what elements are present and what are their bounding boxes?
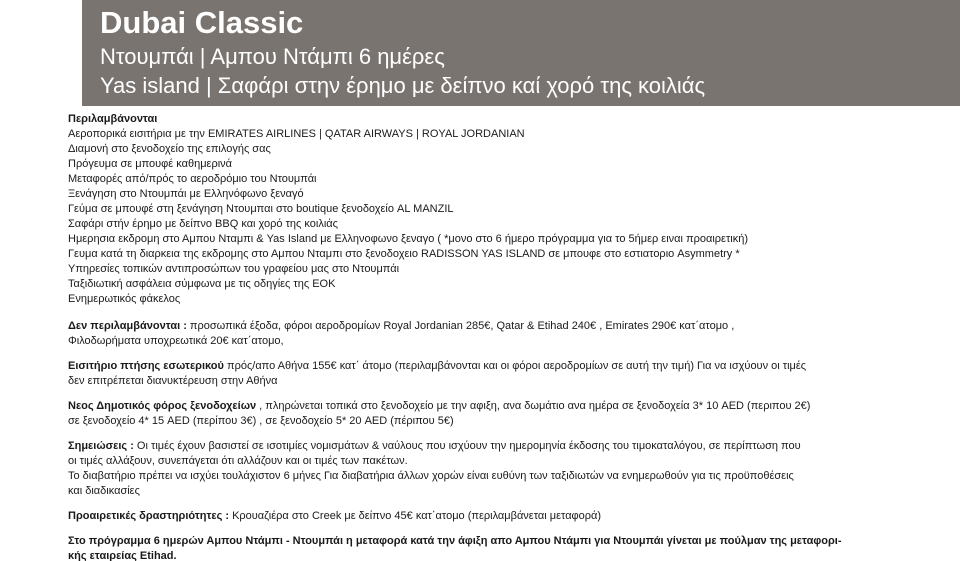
included-heading: Περιλαμβάνονται <box>68 113 158 125</box>
not-included-line2: Φιλοδωρήματα υποχρεωτικά 20€ κατ΄ατομο, <box>68 335 284 347</box>
notes-section <box>68 439 890 499</box>
header-banner <box>82 0 960 106</box>
section-gap <box>68 524 890 534</box>
content-body <box>68 112 890 561</box>
program-note-line1: Στο πρόγραμμα 6 ημερών Αμπου Ντάμπι - Ντουμπάι η μεταφορά κατά την άφιξη απο Αμπου Ντάμπι για Ντουμπάι γίνεται με πούλμαν της μεταφορι- <box>68 535 842 547</box>
municipal-tax-line1 <box>68 399 890 414</box>
notes-line2: οι τιμές αλλάξουν, συνεπάγεται ότι αλλάζουν και οι τιμές των πακέτων. <box>68 455 408 467</box>
section-gap <box>68 499 890 509</box>
included-item: Ημερησια εκδρομη στο Αμπου Νταμπι & Yas Island με Ελληνοφωνο ξεναγο ( *μονο στο 6 ήμερο πρόγραμμα για το 5ήμερ ειναι προαιρετική) <box>68 233 749 245</box>
notes-line3: Το διαβατήριο πρέπει να ισχύει τουλάχιστον 6 μήνες Για διαβατήρια άλλων χορών είναι ευθύνη των ταξιδιωτών να ενημερωθούν για τις προϋποθέσεις <box>68 470 794 482</box>
page-subtitle-line1: Ντουμπάι | Αμπου Ντάμπι 6 ημέρες <box>100 44 445 69</box>
section-gap <box>68 429 890 439</box>
section-gap <box>68 349 890 359</box>
program-note-section <box>68 534 890 561</box>
optional-activities-section <box>68 509 890 524</box>
municipal-tax-label: Νεος Δημοτικός φόρος ξενοδοχείων <box>68 400 257 412</box>
municipal-tax-line2: σε ξενοδοχείο 4* 15 AED (περίπου 3€) , σε ξενοδοχείο 5* 20 AED (πέριπου 5€) <box>68 415 454 427</box>
included-item: Ενημερωτικός φάκελος <box>68 293 181 305</box>
section-gap <box>68 389 890 399</box>
included-item: Διαμονή στο ξενοδοχείο της επιλογής σας <box>68 143 271 155</box>
municipal-tax-section <box>68 399 890 429</box>
optional-activities-label: Προαιρετικές δραστηριότητες : <box>68 510 230 522</box>
program-note-line2: κής εταιρείας Etihad. <box>68 550 177 561</box>
domestic-ticket-label: Εισιτήριο πτήσης εσωτερικού <box>68 360 224 372</box>
included-item: Πρόγευμα σε μπουφέ καθημερινά <box>68 158 233 170</box>
page-subtitle-line2: Yas island | Σαφάρι στην έρημο με δείπνο καί χορό της κοιλιάς <box>100 73 706 98</box>
not-included-text: προσωπικά έξοδα, φόροι αεροδρομίων Royal Jordanian 285€, Qatar & Etihad 240€ , Emirates 290€ κατ΄ατομο , <box>186 320 735 332</box>
municipal-tax-text: , πληρώνεται τοπικά στο ξενοδοχείο με την αφιξη, ανα δωμάτιο ανα ημέρα σε ξενοδοχεία 3* 10 AED (περιπου 2€) <box>256 400 811 412</box>
included-item: Μεταφορές από/πρός το αεροδρόμιο του Ντουμπάι <box>68 173 317 185</box>
included-list <box>68 127 890 307</box>
optional-activities-line <box>68 509 890 524</box>
not-included-section <box>68 319 890 349</box>
section-gap <box>68 307 890 319</box>
included-item: Ταξιδιωτική ασφάλεια σύμφωνα με τις οδηγίες της ΕΟΚ <box>68 278 336 290</box>
notes-line1 <box>68 439 890 454</box>
included-item: Σαφάρι στήν έρημο με δείπνο BBQ και χορό της κοιλιάς <box>68 218 338 230</box>
domestic-ticket-line2: δεν επιτρέπεται διανυκτέρευση στην Αθήνα <box>68 375 278 387</box>
domestic-ticket-line1 <box>68 359 890 374</box>
included-item: Γευμα κατά τη διαρκεια της εκδρομης στο Αμπου Νταμπι στο ξενοδοχειο RADISSON YAS ISLAND σε μπουφε στο εστιατοριο Asymmetry * <box>68 248 740 260</box>
included-item: Αεροπορικά εισιτήρια με την EMIRATES AIRLINES | QATAR AIRWAYS | ROYAL JORDANIAN <box>68 128 525 140</box>
notes-label: Σημειώσεις : <box>68 440 134 452</box>
domestic-ticket-section <box>68 359 890 389</box>
notes-line4: και διαδικασίες <box>68 485 140 497</box>
optional-activities-text: Κρουαζιέρα στο Creek με δείπνο 45€ κατ΄ατομο (περιλαμβάνεται μεταφορά) <box>229 510 602 522</box>
domestic-ticket-text: πρός/απο Αθήνα 155€ κατ΄ άτομο (περιλαμβάνονται και οι φόροι αεροδρομίων σε αυτή την τιμή) Για να ισχύουν οι τιμές <box>223 360 807 372</box>
included-item: Γεύμα σε μπουφέ στη ξενάγηση Ντουμπαι στο boutique ξενοδοχείο AL MANZIL <box>68 203 454 215</box>
not-included-line1 <box>68 319 890 334</box>
notes-text: Οι τιμές έχουν βασιστεί σε ισοτιμίες νομισμάτων & ναύλους που ισχύουν την ημερομηνία έκδοσης του τιμοκαταλόγου, σε περίπτωση που <box>133 440 801 452</box>
not-included-label: Δεν περιλαμβάνονται : <box>68 320 187 332</box>
included-item: Υπηρεσίες τοπικών αντιπροσώπων του γραφείου μας στο Ντουμπάι <box>68 263 400 275</box>
page-title: Dubai Classic <box>100 5 304 40</box>
included-item: Ξενάγηση στο Ντουμπάι με Ελληνόφωνο ξεναγό <box>68 188 304 200</box>
